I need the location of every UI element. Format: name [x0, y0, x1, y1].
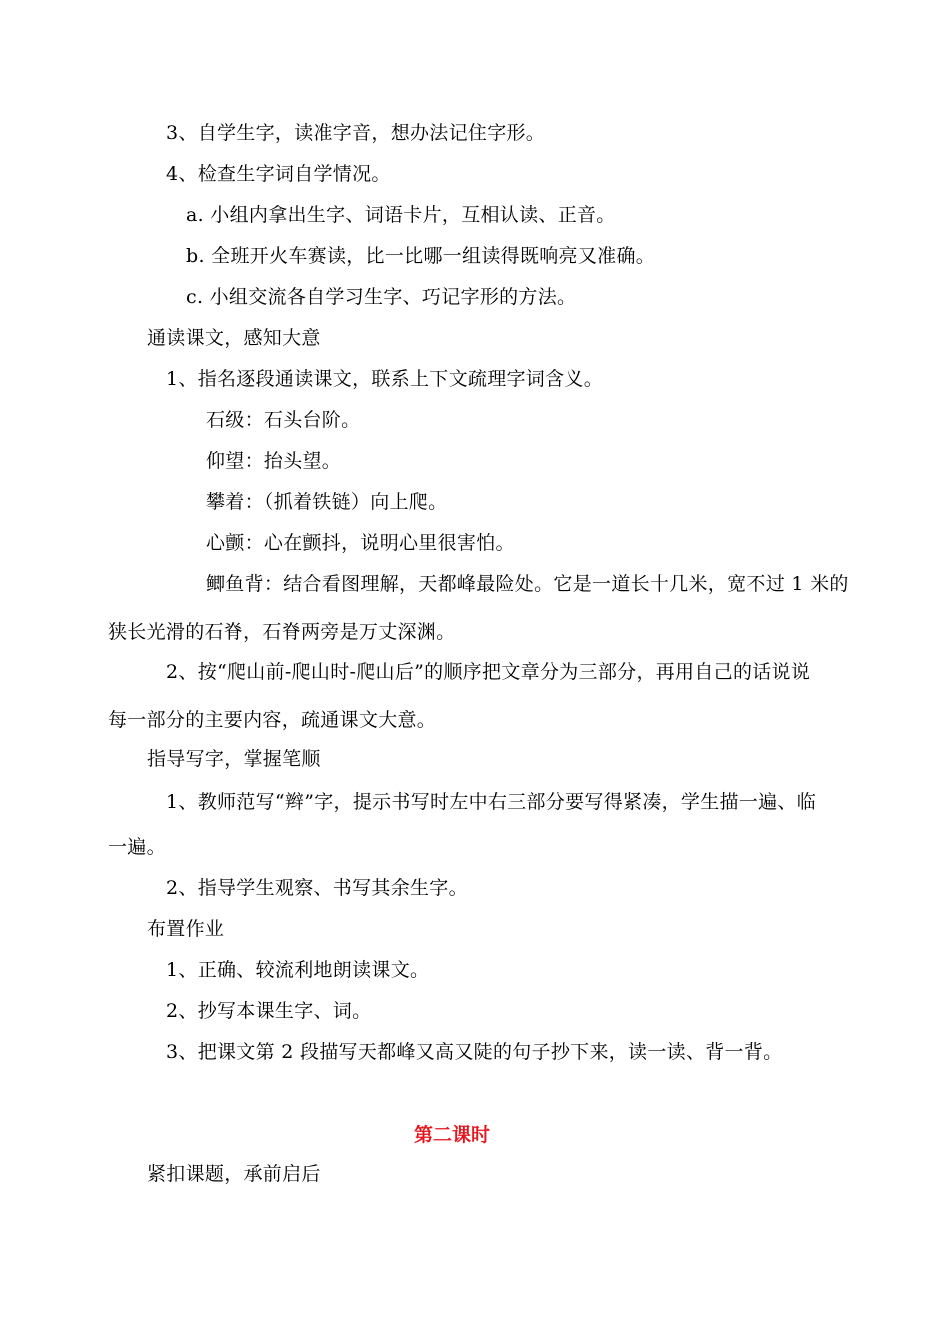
term-definition: 石级：石头台阶。 [206, 409, 361, 431]
doc-line: 1、指名逐段通读课文，联系上下文疏理字词含义。 [166, 368, 603, 390]
doc-line: b. 全班开火车赛读，比一比哪一组读得既响亮又准确。 [186, 245, 656, 267]
section-heading: 指导写字，掌握笔顺 [147, 748, 321, 770]
doc-line: 3、把课文第 2 段描写天都峰又高又陡的句子抄下来，读一读、背一背。 [166, 1041, 783, 1063]
doc-line: 1、教师范写“辫”字，提示书写时左中右三部分要写得紧凑，学生描一遍、临 [166, 791, 817, 813]
term-definition: 心颤：心在颤抖，说明心里很害怕。 [206, 532, 515, 554]
doc-line: 3、自学生字，读准字音，想办法记住字形。 [166, 122, 546, 144]
doc-line: 一遍。 [108, 836, 166, 858]
doc-line: 每一部分的主要内容，疏通课文大意。 [108, 709, 437, 731]
term-definition: 仰望：抬头望。 [206, 450, 342, 472]
doc-line: 2、抄写本课生字、词。 [166, 1000, 372, 1022]
section-heading: 通读课文，感知大意 [147, 327, 321, 349]
doc-line: a. 小组内拿出生字、词语卡片，互相认读、正音。 [186, 204, 616, 226]
section-heading: 紧扣课题，承前启后 [147, 1163, 321, 1185]
doc-line: 4、检查生字词自学情况。 [166, 163, 391, 185]
doc-line: c. 小组交流各自学习生字、巧记字形的方法。 [186, 286, 577, 308]
term-definition: 鲫鱼背：结合看图理解，天都峰最险处。它是一道长十几米，宽不过 1 米的 [206, 573, 849, 595]
term-definition: 攀着：（抓着铁链）向上爬。 [206, 491, 448, 513]
second-lesson-heading: 第二课时 [414, 1124, 491, 1146]
doc-line: 1、正确、较流利地朗读课文。 [166, 959, 430, 981]
section-heading: 布置作业 [147, 918, 225, 940]
doc-line: 2、按“爬山前-爬山时-爬山后”的顺序把文章分为三部分，再用自己的话说说 [166, 661, 811, 683]
doc-line: 2、指导学生观察、书写其余生字。 [166, 877, 468, 899]
doc-line: 狭长光滑的石脊，石脊两旁是万丈深渊。 [108, 621, 456, 643]
